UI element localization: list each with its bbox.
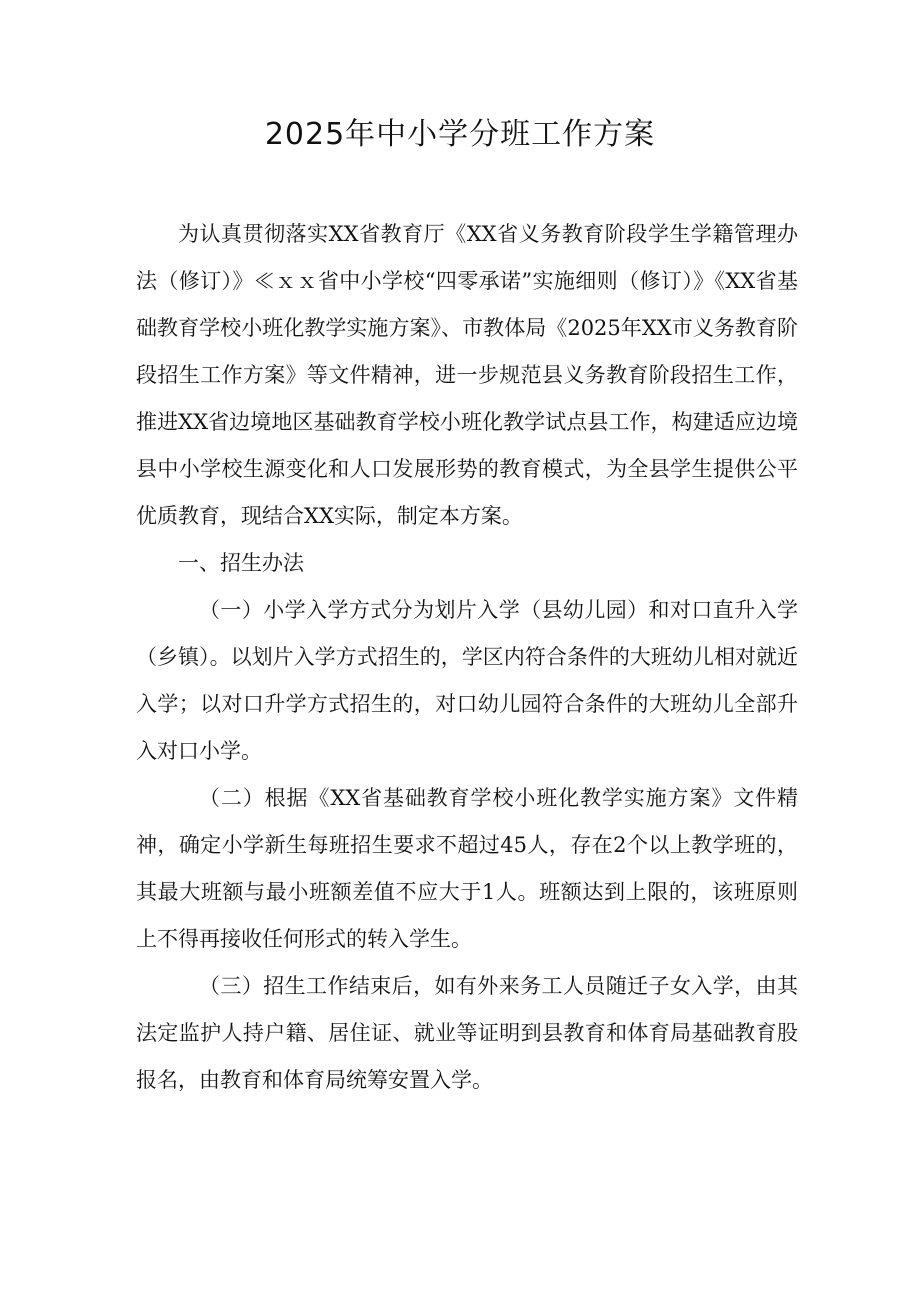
document-body [136, 211, 798, 1104]
document-title: 2025年中小学分班工作方案 [264, 117, 656, 152]
section-item-2: （二）根据《XX省基础教育学校小班化教学实施方案》文件精神，确定小学新生每班招生要求不超过45人，存在2个以上教学班的，其最大班额与最小班额差值不应大于1人。班额达到上限的，该班原则上不得再接收任何形式的转入学生。 [136, 786, 798, 951]
intro-paragraph: 为认真贯彻落实XX省教育厅《XX省义务教育阶段学生学籍管理办法（修订）》≪ｘｘ省中小学校“四零承诺”实施细则（修订）》《XX省基础教育学校小班化教学实施方案》、市教体局《2025年XX市义务教育阶段招生工作方案》等文件精神，进一步规范县义务教育阶段招生工作，推进XX省边境地区基础教育学校小班化教学试点县工作，构建适应边境县中小学校生源变化和人口发展形势的教育模式，为全县学生提供公平优质教育，现结合XX实际，制定本方案。 [136, 222, 798, 528]
section-item-1: （一）小学入学方式分为划片入学（县幼儿园）和对口直升入学（乡镇）。以划片入学方式招生的，学区内符合条件的大班幼儿相对就近入学；以对口升学方式招生的，对口幼儿园符合条件的大班幼儿全部升入对口小学。 [136, 598, 798, 763]
section-item-3: （三）招生工作结束后，如有外来务工人员随迁子女入学，由其法定监护人持户籍、居住证、就业等证明到县教育和体育局基础教育股报名，由教育和体育局统筹安置入学。 [136, 974, 798, 1092]
section-heading: 一、招生办法 [178, 551, 304, 575]
